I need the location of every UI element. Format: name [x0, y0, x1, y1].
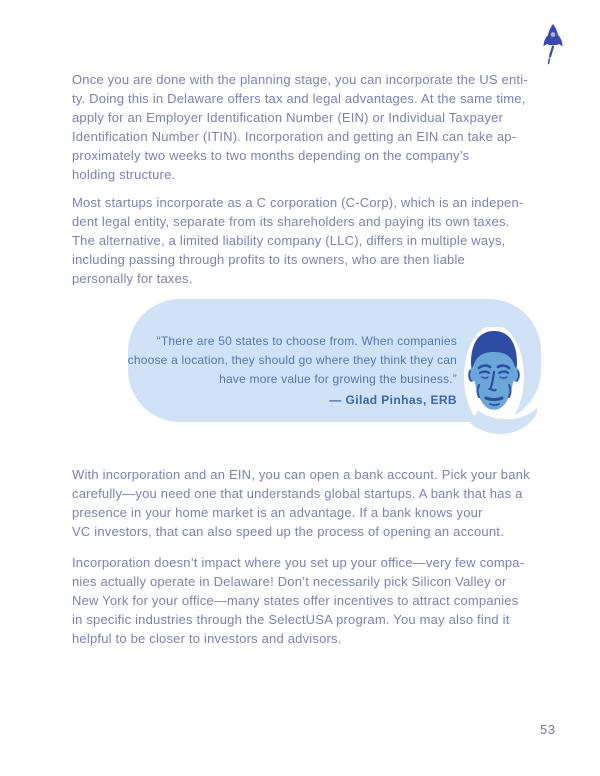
quote-attribution: — Gilad Pinhas, ERB [329, 393, 457, 407]
rocket-icon [542, 23, 564, 65]
text-line: in specific industries through the SelectUSA program. You may also find it [72, 612, 510, 627]
text-line: proximately two weeks to two months depending on the company’s [72, 148, 470, 163]
quote-line: “There are 50 states to choose from. When companies [156, 334, 457, 348]
text-line: personally for taxes. [72, 271, 193, 286]
text-line: holding structure. [72, 167, 176, 182]
paragraph-bank-account [72, 465, 547, 541]
quote-text [117, 332, 457, 410]
quote-bubble [128, 299, 541, 422]
text-line: Identification Number (ITIN). Incorporation and getting an EIN can take ap- [72, 129, 517, 144]
text-line: nies actually operate in Delaware! Don’t necessarily pick Silicon Valley or [72, 574, 507, 589]
speech-bubble-tail [470, 408, 546, 442]
text-line: carefully—you need one that understands global startups. A bank that has a [72, 486, 523, 501]
page-number: 53 [540, 722, 556, 737]
text-line: including passing through profits to its owners, who are then liable [72, 252, 465, 267]
text-line: dent legal entity, separate from its shareholders and paying its own taxes. [72, 214, 510, 229]
text-line: VC investors, that can also speed up the process of opening an account. [72, 524, 504, 539]
text-line: Once you are done with the planning stage, you can incorporate the US enti- [72, 72, 528, 87]
text-line: ty. Doing this in Delaware offers tax and legal advantages. At the same time, [72, 91, 526, 106]
text-line: With incorporation and an EIN, you can open a bank account. Pick your bank [72, 467, 530, 482]
text-line: apply for an Employer Identification Number (EIN) or Individual Taxpayer [72, 110, 504, 125]
text-line: New York for your office—many states offer incentives to attract companies [72, 593, 519, 608]
text-line: Incorporation doesn’t impact where you set up your office—very few compa- [72, 555, 525, 570]
quote-line: have more value for growing the business.” [219, 372, 457, 386]
paragraph-c-corp [72, 193, 547, 288]
quote-line: choose a location, they should go where they think they can [127, 353, 457, 367]
text-line: Most startups incorporate as a C corporation (C-Corp), which is an indepen- [72, 195, 524, 210]
paragraph-office-location [72, 553, 547, 648]
text-line: The alternative, a limited liability company (LLC), differs in multiple ways, [72, 233, 506, 248]
text-line: helpful to be closer to investors and advisors. [72, 631, 342, 646]
paragraph-incorporation [72, 70, 547, 184]
text-line: presence in your home market is an advantage. If a bank knows your [72, 505, 483, 520]
